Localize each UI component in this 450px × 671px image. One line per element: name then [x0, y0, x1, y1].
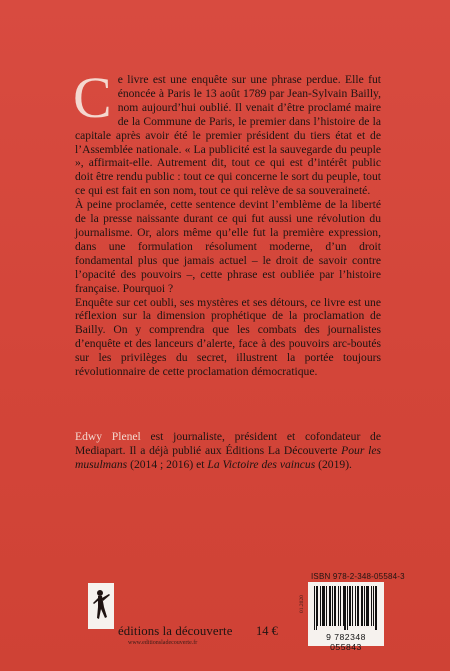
barcode-bar — [340, 586, 341, 626]
barcode-bar — [329, 586, 330, 626]
barcode-bar — [349, 586, 350, 626]
author-name: Edwy Plenel — [75, 430, 141, 443]
drop-cap: C — [73, 65, 112, 130]
barcode-bar — [335, 586, 336, 626]
barcode-bar — [368, 586, 369, 626]
price: 14 € — [256, 624, 278, 638]
barcode-bar — [376, 586, 377, 630]
barcode-bar — [323, 586, 324, 626]
barcode-bar — [322, 586, 323, 626]
publisher-website: www.editionsladecouverte.fr — [128, 640, 198, 646]
barcode-bar — [362, 586, 363, 626]
book-title-1: Pour les musulmans — [75, 443, 382, 471]
barcode-bar — [367, 586, 368, 626]
barcode-bar — [334, 586, 335, 626]
barcode-bar — [373, 586, 374, 626]
barcode-bar — [326, 586, 327, 626]
barcode-bar — [320, 586, 321, 626]
author-bio-text-1: est journaliste, président et cofondateur de Mediapart. Il a déjà publié aux Éditions La Découverte — [75, 430, 381, 457]
publisher-logo-icon — [88, 583, 114, 629]
barcode-bar — [355, 586, 356, 626]
barcode-digits: 9 782348 055843 — [326, 632, 366, 652]
barcode-bar — [364, 586, 365, 626]
barcode-bar — [357, 586, 358, 626]
barcode-bar — [361, 586, 362, 626]
barcode-bar — [344, 586, 345, 630]
back-cover-description — [73, 65, 381, 379]
barcode-bar — [332, 586, 333, 626]
author-bio-text-2: (2014 ; 2016) et — [127, 457, 208, 471]
author-bio-text-3: (2019). — [315, 457, 352, 471]
book-title-2: La Victoire des vaincus — [207, 457, 316, 471]
barcode-bar — [343, 586, 344, 626]
barcode-bar — [330, 586, 331, 626]
paragraph-1-text: e livre est une enquête sur une phrase perdue. Elle fut énoncée à Paris le 13 août 1789 par Jean-Sylvain Bailly, nom aujourd’hui oublié. Il venait d’être proclamé maire de la Commune de Paris, le premier dans l’histoire de la capitale après avoir été le premier président du tiers état et de l’Assemblée nationale. « La publicité est la sauvegarde du peuple », affirmait-elle. Autrement dit, tout ce qui est d’intérêt public doit être rendu public : tout ce qui concerne le sort du peuple, tout ce qui est fait en son nom, tout ce qui relève de sa souveraineté. — [75, 73, 381, 198]
barcode-bar — [347, 586, 348, 630]
barcode-bar — [338, 586, 339, 626]
barcode-bar — [324, 586, 325, 626]
publisher-name: éditions la découverte — [118, 624, 233, 638]
barcode-bar — [314, 586, 315, 630]
barcode-bar — [358, 586, 359, 626]
barcode-icon — [314, 586, 378, 630]
paragraph-3: Enquête sur cet oubli, ses mystères et ses détours, ce livre est une réflexion sur la dimension prophétique de la proclamation de Bailly. On y comprendra que les combats des journalistes d’enquête et des lanceurs d’alerte, face à des pouvoirs arc-boutés sur les privilèges du secret, illustrent la portée toujours révolutionnaire de cette proclamation démocratique. — [75, 295, 381, 379]
barcode-area — [308, 582, 384, 652]
barcode-bar — [371, 586, 372, 626]
barcode-bar — [345, 586, 346, 630]
side-code: 01.2020 — [299, 595, 305, 613]
barcode-bar — [317, 586, 318, 626]
barcode-bar — [352, 586, 353, 626]
barcode-bar — [366, 586, 367, 626]
author-bio — [75, 430, 381, 472]
barcode-bar — [375, 586, 376, 630]
paragraph-2: À peine proclamée, cette sentence devint l’emblème de la liberté de la presse naissante durant ce qui fut aussi une révolution du journalisme. Or, alors même qu’elle fut la première expression, dans une formulation résolument moderne, d’un droit fondamental plus que jamais actuel – le droit de savoir contre l’opacité des pouvoirs –, cette phrase est oubliée par l’histoire française. Pourquoi ? — [75, 198, 381, 295]
barcode-bar — [316, 586, 317, 630]
barcode-bar — [350, 586, 351, 626]
isbn-number: ISBN 978-2-348-05584-3 — [311, 572, 405, 581]
paragraph-1 — [73, 65, 381, 198]
